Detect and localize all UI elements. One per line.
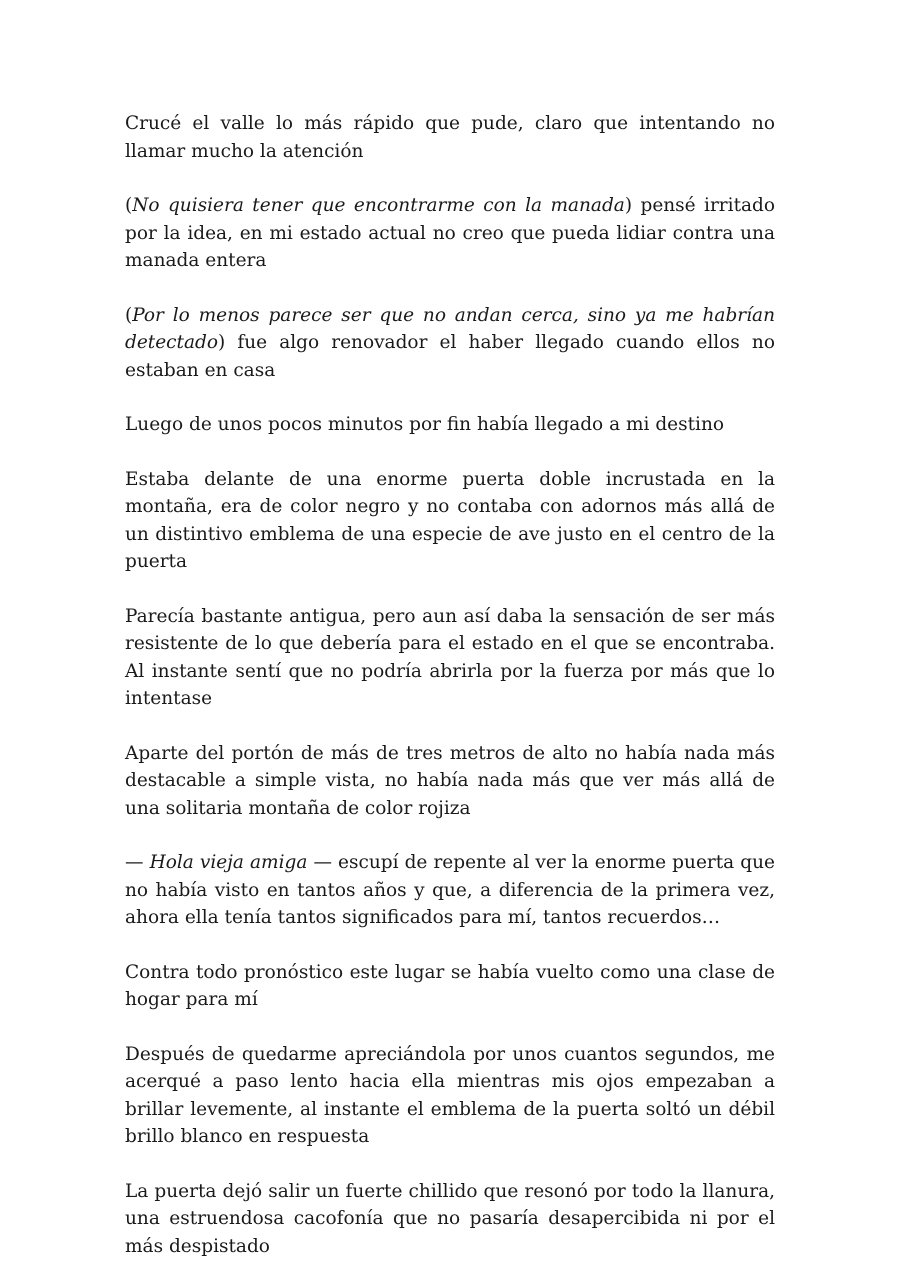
paragraph-2: (No quisiera tener que encontrarme con la manada) pensé irritado por la idea, en mi estado actual no creo que pueda lidiar contra una manada entera	[125, 195, 776, 271]
paragraph-6: Parecía bastante antigua, pero aun así daba la sensación de ser más resistente de lo que debería para el estado en el que se encontraba. Al instante sentí que no podría abrirla por la fuerza por más que lo intentase	[125, 605, 775, 709]
inner-thought-2: Por lo menos parece ser que no andan cerca, sino ya me habrían detectado	[125, 304, 775, 353]
paragraph-11: La puerta dejó salir un fuerte chillido que resonó por todo la llanura, una estruendosa cacofonía que no pasaría desapercibida ni por el más despistado	[125, 1180, 775, 1257]
paragraph-10: Después de quedarme apreciándola por unos cuantos segundos, me acerqué a paso lento hacia ella mientras mis ojos empezaban a brillar levemente, al instante el emblema de la puerta soltó un débil brillo blanco en respuesta	[125, 1043, 775, 1147]
paragraph-4: Luego de unos pocos minutos por fin había llegado a mi destino	[125, 414, 725, 435]
inner-thought-1: No quisiera tener que encontrarme con la manada	[132, 195, 625, 216]
paragraph-8: — Hola vieja amiga — escupí de repente al ver la enorme puerta que no había visto en tantos años y que, a diferencia de la primera vez, ahora ella tenía tantos significados para mí, tantos recuerdos…	[125, 852, 775, 928]
dialogue-line: Hola vieja amiga	[149, 852, 308, 873]
paragraph-7: Aparte del portón de más de tres metros de alto no había nada más destacable a simple vista, no había nada más que ver más allá de una solitaria montaña de color rojiza	[125, 742, 775, 819]
paragraph-1: Crucé el valle lo más rápido que pude, claro que intentando no llamar mucho la atención	[125, 113, 775, 162]
document-page	[125, 110, 775, 1287]
paragraph-9: Contra todo pronóstico este lugar se había vuelto como una clase de hogar para mí	[125, 961, 775, 1010]
paragraph-5: Estaba delante de una enorme puerta doble incrustada en la montaña, era de color negro y no contaba con adornos más allá de un distintivo emblema de una especie de ave justo en el centro de la puerta	[125, 468, 775, 572]
paragraph-3: (Por lo menos parece ser que no andan cerca, sino ya me habrían detectado) fue algo renovador el haber llegado cuando ellos no estaban en casa	[125, 304, 775, 381]
